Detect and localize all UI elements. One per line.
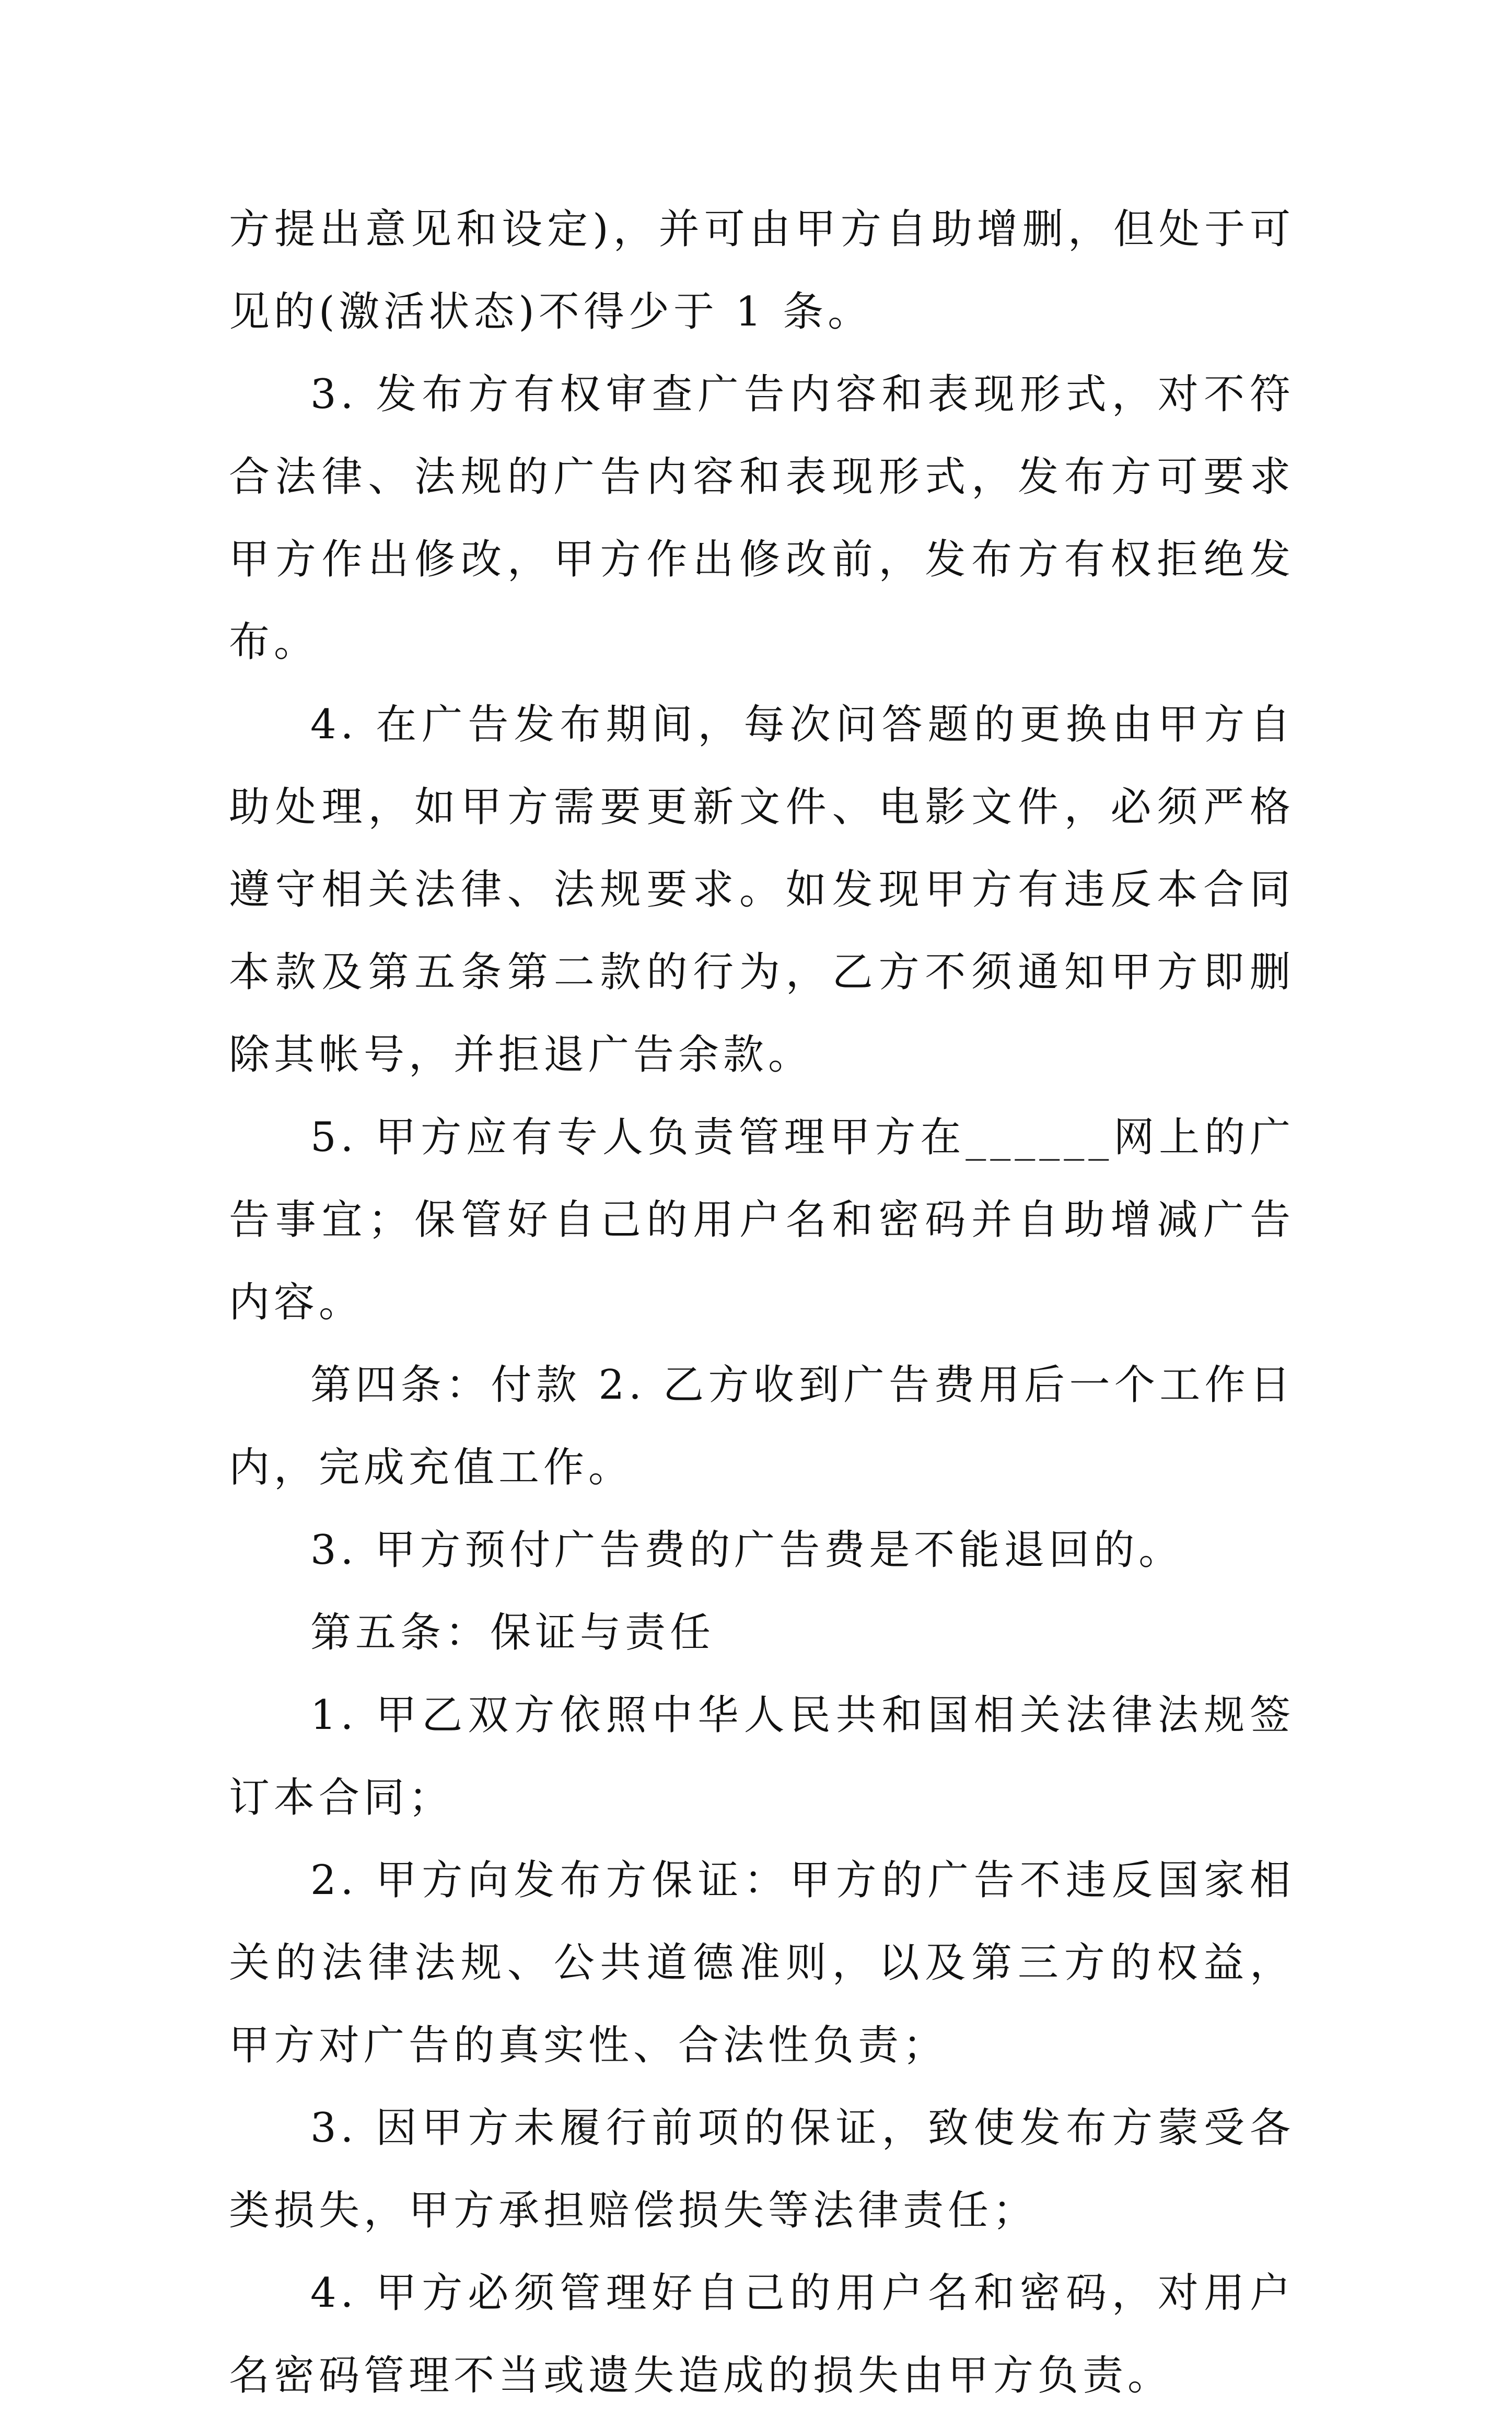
paragraph-guarantee-item-2: 2. 甲方向发布方保证：甲方的广告不违反国家相关的法律法规、公共道德准则，以及第三方的权益，甲方对广告的真实性、合法性负责； [229,1857,1295,2069]
paragraph-article-5-heading: 第五条：保证与责任 [310,1609,715,1656]
paragraph-article-4-payment: 第四条：付款 2. 乙方收到广告费用后一个工作日内，完成充值工作。 [229,1362,1295,1491]
paragraph-guarantee-item-3: 3. 因甲方未履行前项的保证，致使发布方蒙受各类损失，甲方承担赔偿损失等法律责任； [229,2105,1295,2234]
paragraph-guarantee-item-1: 1. 甲乙双方依照中华人民共和国相关法律法规签订本合同； [229,1692,1295,1821]
paragraph-item-5-account-management: 5. 甲方应有专人负责管理甲方在______网上的广告事宜；保管好自己的用户名和密码并自助增减广告内容。 [229,1114,1295,1326]
paragraph-item-4-content-updates: 4. 在广告发布期间，每次问答题的更换由甲方自助处理，如甲方需要更新文件、电影文件，必须严格遵守相关法律、法规要求。如发现甲方有违反本合同本款及第五条第二款的行为，乙方不须通知甲方即删除其帐号，并拒退广告余款。 [229,701,1295,1078]
paragraph-guarantee-item-4: 4. 甲方必须管理好自己的用户名和密码，对用户名密码管理不当或遗失造成的损失由甲方负责。 [229,2270,1295,2399]
document-body [229,188,1295,2417]
paragraph-item-3-review-rights: 3. 发布方有权审查广告内容和表现形式，对不符合法律、法规的广告内容和表现形式，发布方可要求甲方作出修改，甲方作出修改前，发布方有权拒绝发布。 [229,371,1295,666]
paragraph-prepaid-nonrefundable: 3. 甲方预付广告费的广告费是不能退回的。 [310,1527,1184,1574]
paragraph-continuation: 方提出意见和设定)，并可由甲方自助增删，但处于可见的(激活状态)不得少于 1 条。 [229,206,1295,335]
